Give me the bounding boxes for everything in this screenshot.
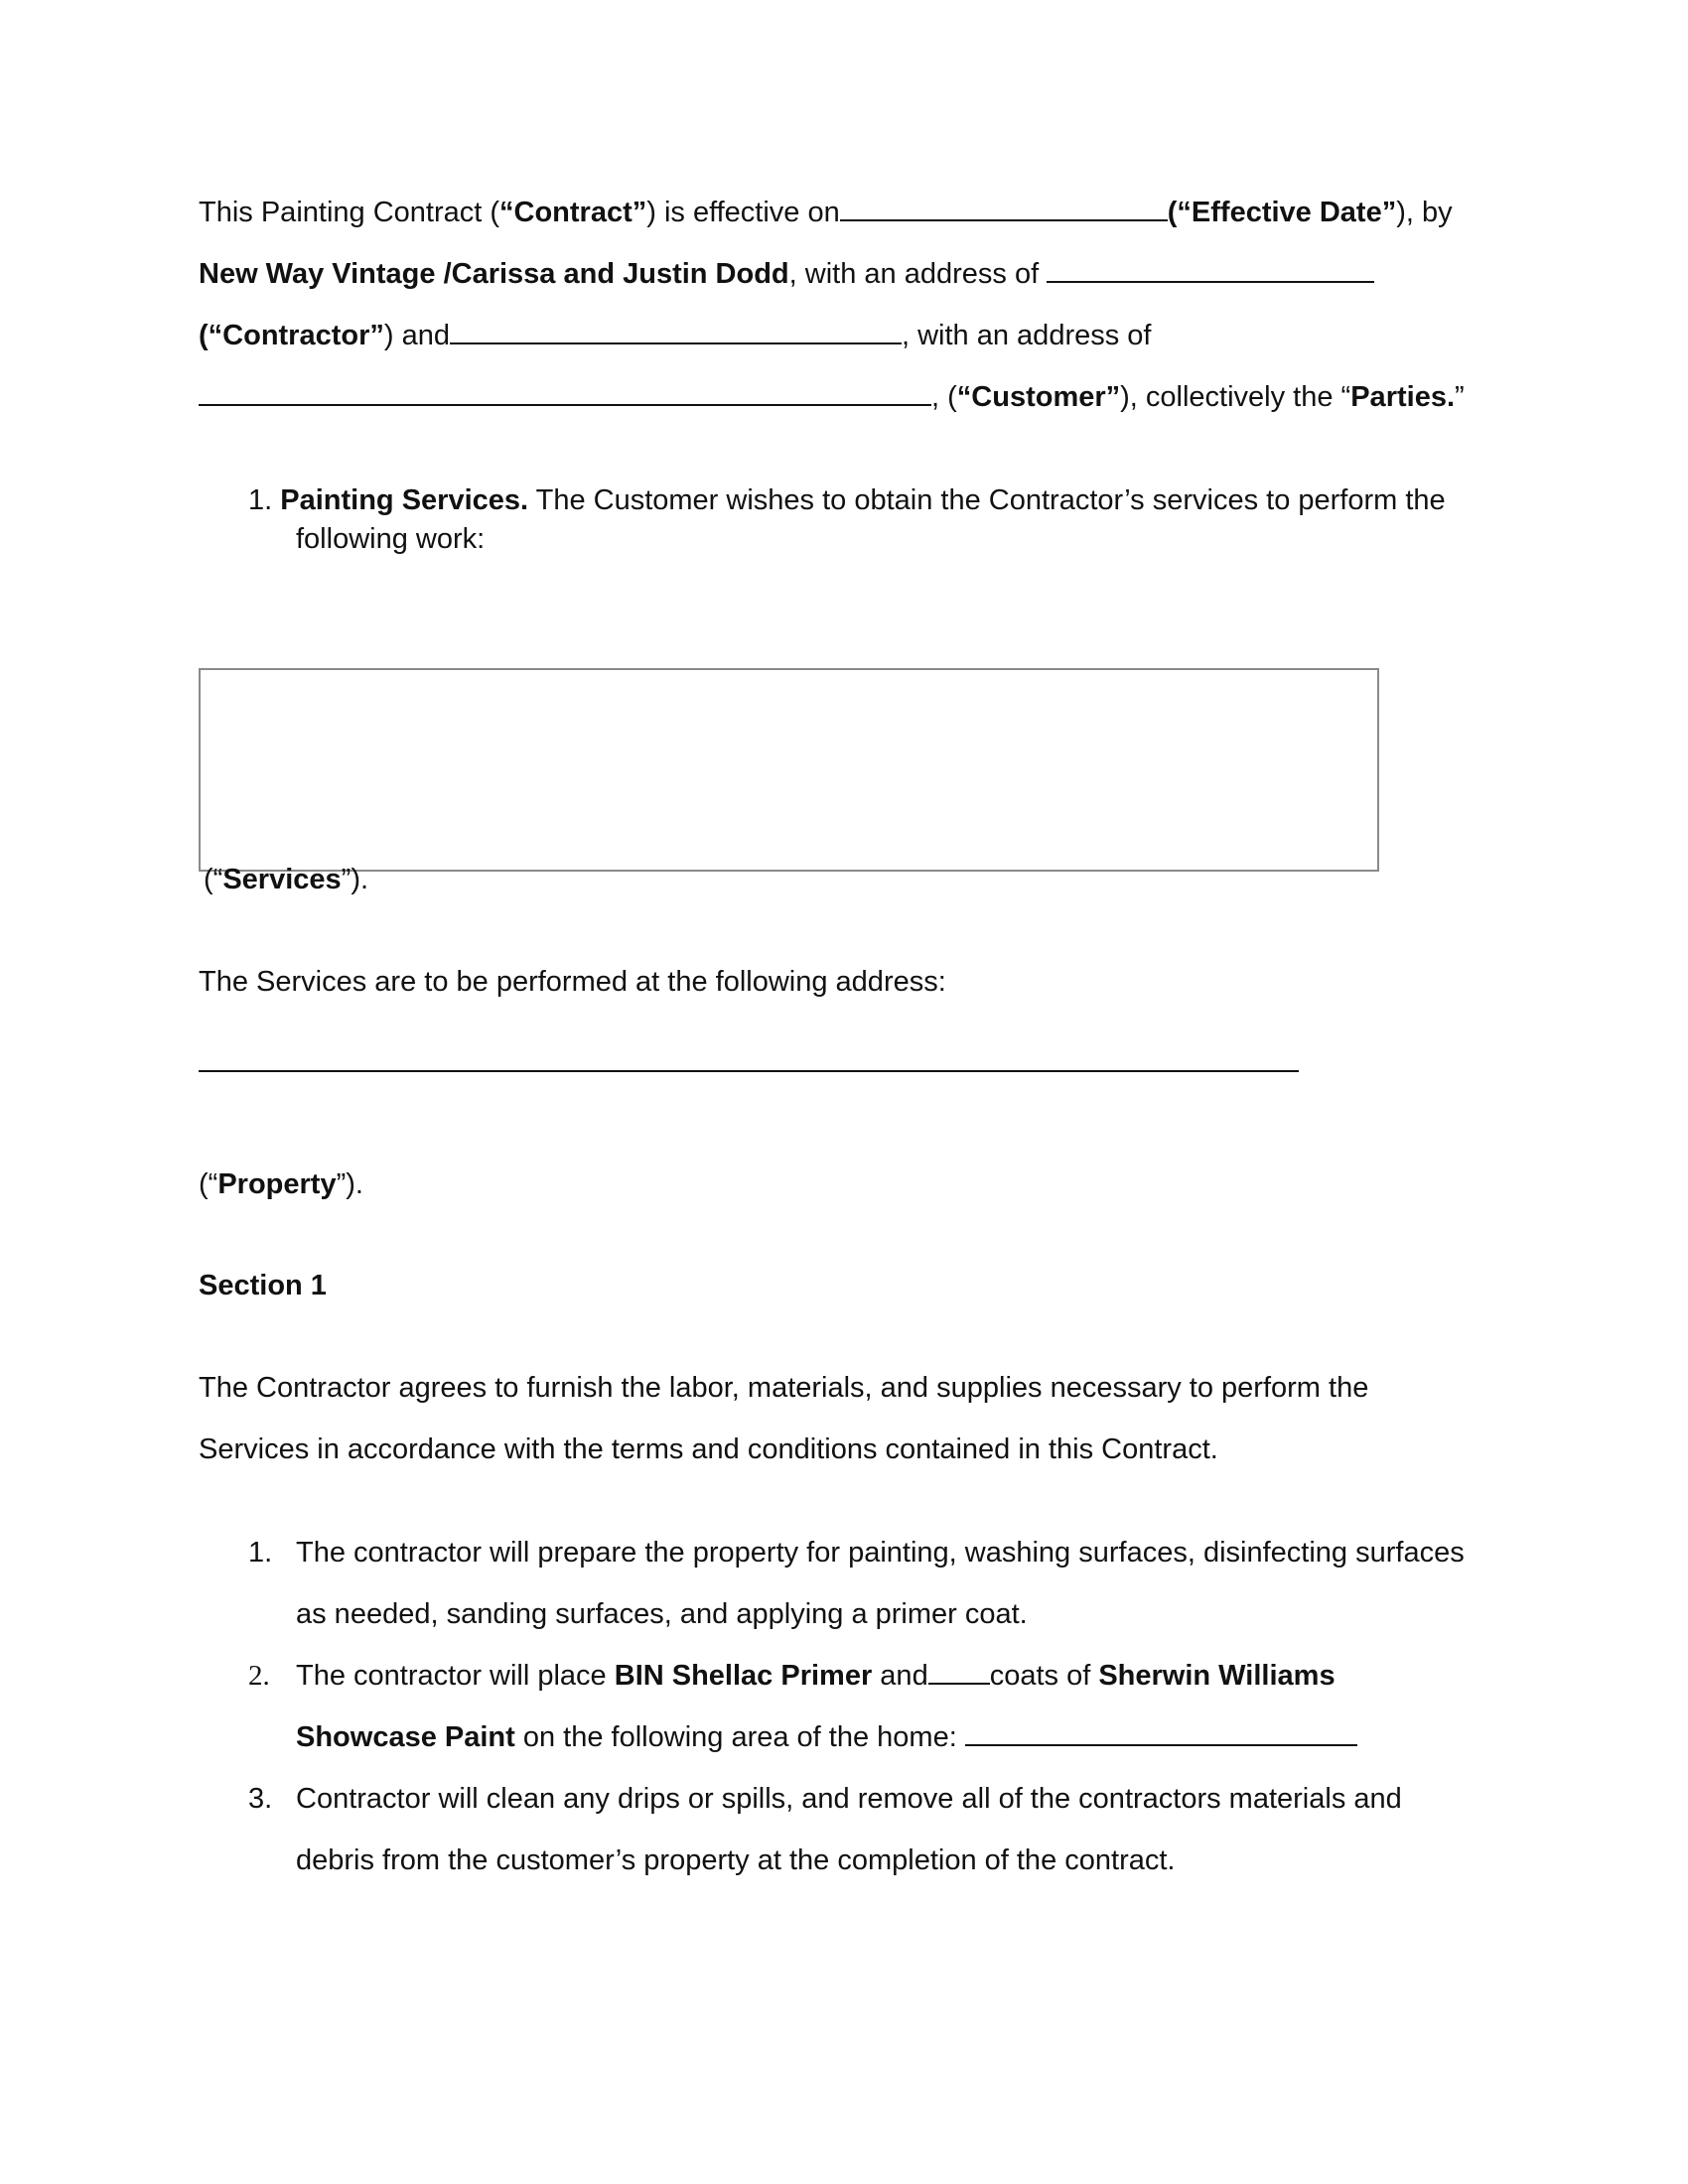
home-area-blank[interactable] — [965, 1743, 1357, 1746]
property-punct: ”). — [336, 1168, 363, 1200]
contractor-term: (“Contractor” — [199, 320, 384, 351]
effective-date-blank[interactable] — [840, 218, 1168, 221]
property-punct: (“ — [199, 1168, 218, 1200]
item-1-line-2: as needed, sanding surfaces, and applying a primer coat. — [296, 1598, 1028, 1630]
intro-text: ) and — [383, 320, 450, 351]
item-3-line-1: Contractor will clean any drips or spills, and remove all of the contractors materials and — [296, 1783, 1402, 1815]
intro-text: ), collectively the “ — [1120, 381, 1351, 413]
services-punct: (“ — [204, 864, 223, 895]
effective-date-term: (“Effective Date” — [1167, 197, 1397, 228]
list-number: 1. — [248, 484, 273, 516]
property-label — [199, 1168, 363, 1201]
paint-product: Showcase Paint — [296, 1721, 515, 1753]
customer-name-blank[interactable] — [450, 341, 902, 344]
customer-address-blank[interactable] — [199, 403, 931, 406]
intro-text: This Painting Contract ( — [199, 197, 500, 228]
painting-services-line-2 — [296, 523, 485, 556]
item-text: The contractor will place — [296, 1660, 615, 1692]
property-term: Property — [217, 1168, 337, 1200]
intro-line-1 — [199, 197, 1453, 229]
item-3-line-2: debris from the customer’s property at the completion of the contract. — [296, 1844, 1176, 1876]
item-1-line-1: The contractor will prepare the property for painting, washing surfaces, disinfecting surfaces — [296, 1537, 1465, 1569]
section-1-paragraph-line-2: Services in accordance with the terms and conditions contained in this Contract. — [199, 1433, 1218, 1465]
services-work-description-box[interactable] — [199, 668, 1379, 872]
intro-line-2 — [199, 258, 1374, 291]
paint-brand: Sherwin Williams — [1098, 1660, 1336, 1692]
intro-text: ” — [1455, 381, 1465, 413]
item-text: and — [872, 1660, 928, 1692]
list-number: 1. — [248, 1537, 273, 1569]
address-label: The Services are to be performed at the following address: — [199, 966, 946, 998]
customer-term: “Customer” — [956, 381, 1121, 413]
intro-line-4 — [199, 381, 1465, 414]
services-punct: ”). — [341, 864, 369, 895]
list-number: 2. — [248, 1660, 270, 1692]
services-label — [204, 864, 368, 896]
intro-line-3 — [199, 320, 1151, 352]
painting-services-line-1 — [248, 484, 1446, 517]
contractor-address-blank[interactable] — [1047, 280, 1374, 283]
section-1-paragraph-line-1: The Contractor agrees to furnish the labor, materials, and supplies necessary to perform the — [199, 1372, 1369, 1404]
item-text: coats of — [989, 1660, 1099, 1692]
section-heading-text: Section 1 — [199, 1270, 327, 1301]
contractor-name: New Way Vintage /Carissa and Justin Dodd — [199, 258, 789, 290]
services-term: Services — [222, 864, 342, 895]
item-2-line-2 — [296, 1721, 1357, 1754]
coats-count-blank[interactable] — [928, 1682, 990, 1685]
list-number: 3. — [248, 1783, 273, 1815]
item-text: on the following area of the home: — [514, 1721, 965, 1753]
painting-services-text: following work: — [296, 523, 486, 555]
intro-text: , with an address of — [788, 258, 1048, 290]
parties-term: Parties. — [1350, 381, 1456, 413]
intro-text: ), by — [1396, 197, 1453, 228]
intro-text: , ( — [931, 381, 957, 413]
painting-services-text: The Customer wishes to obtain the Contractor’s services to perform the — [528, 484, 1446, 516]
painting-services-title: Painting Services. — [280, 484, 529, 516]
section-1-heading — [199, 1270, 327, 1302]
primer-product: BIN Shellac Primer — [614, 1660, 873, 1692]
item-2-line-1 — [296, 1660, 1336, 1693]
contract-term: “Contract” — [499, 197, 647, 228]
intro-text: , with an address of — [902, 320, 1152, 351]
intro-text: ) is effective on — [646, 197, 840, 228]
property-address-blank[interactable] — [199, 1070, 1299, 1072]
